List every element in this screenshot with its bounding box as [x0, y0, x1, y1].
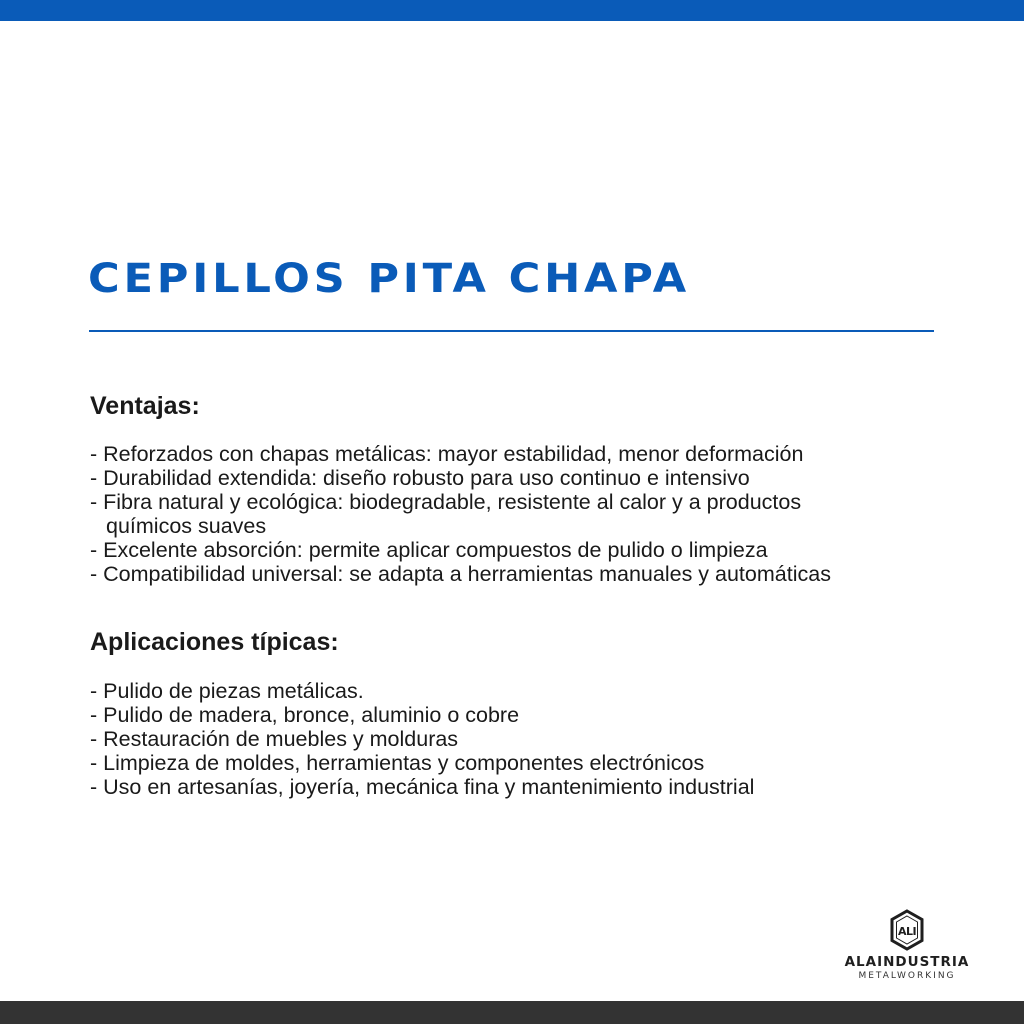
list-item: - Durabilidad extendida: diseño robusto para uso continuo e intensivo — [90, 466, 750, 490]
list-item: - Reforzados con chapas metálicas: mayor estabilidad, menor deformación — [90, 442, 804, 466]
top-accent-bar — [0, 0, 1024, 21]
list-item: - Excelente absorción: permite aplicar compuestos de pulido o limpieza — [90, 538, 768, 562]
title-divider — [89, 330, 934, 332]
bottom-footer-bar — [0, 1001, 1024, 1024]
list-item: - Limpieza de moldes, herramientas y componentes electrónicos — [90, 751, 705, 775]
logo-tagline: METALWORKING — [858, 971, 956, 981]
list-item: - Pulido de piezas metálicas. — [90, 679, 364, 703]
list-item: - Compatibilidad universal: se adapta a herramientas manuales y automáticas — [90, 562, 831, 586]
ventajas-heading: Ventajas: — [90, 392, 200, 420]
aplicaciones-list — [90, 679, 754, 799]
page-title: CEPILLOS PITA CHAPA — [88, 256, 690, 302]
logo-emblem-text: ALI — [897, 925, 917, 938]
hexagon-emblem-icon — [889, 909, 925, 951]
list-item: - Pulido de madera, bronce, aluminio o cobre — [90, 703, 520, 727]
ventajas-list — [90, 442, 831, 586]
list-item-continuation: químicos suaves — [106, 514, 267, 538]
list-item: - Uso en artesanías, joyería, mecánica fina y mantenimiento industrial — [90, 775, 755, 799]
list-item: - Restauración de muebles y molduras — [90, 727, 459, 751]
aplicaciones-heading: Aplicaciones típicas: — [90, 628, 339, 656]
list-item: - Fibra natural y ecológica: biodegradable, resistente al calor y a productos — [90, 490, 802, 514]
logo-brand-name: ALAINDUSTRIA — [844, 954, 970, 970]
company-logo — [824, 909, 990, 984]
